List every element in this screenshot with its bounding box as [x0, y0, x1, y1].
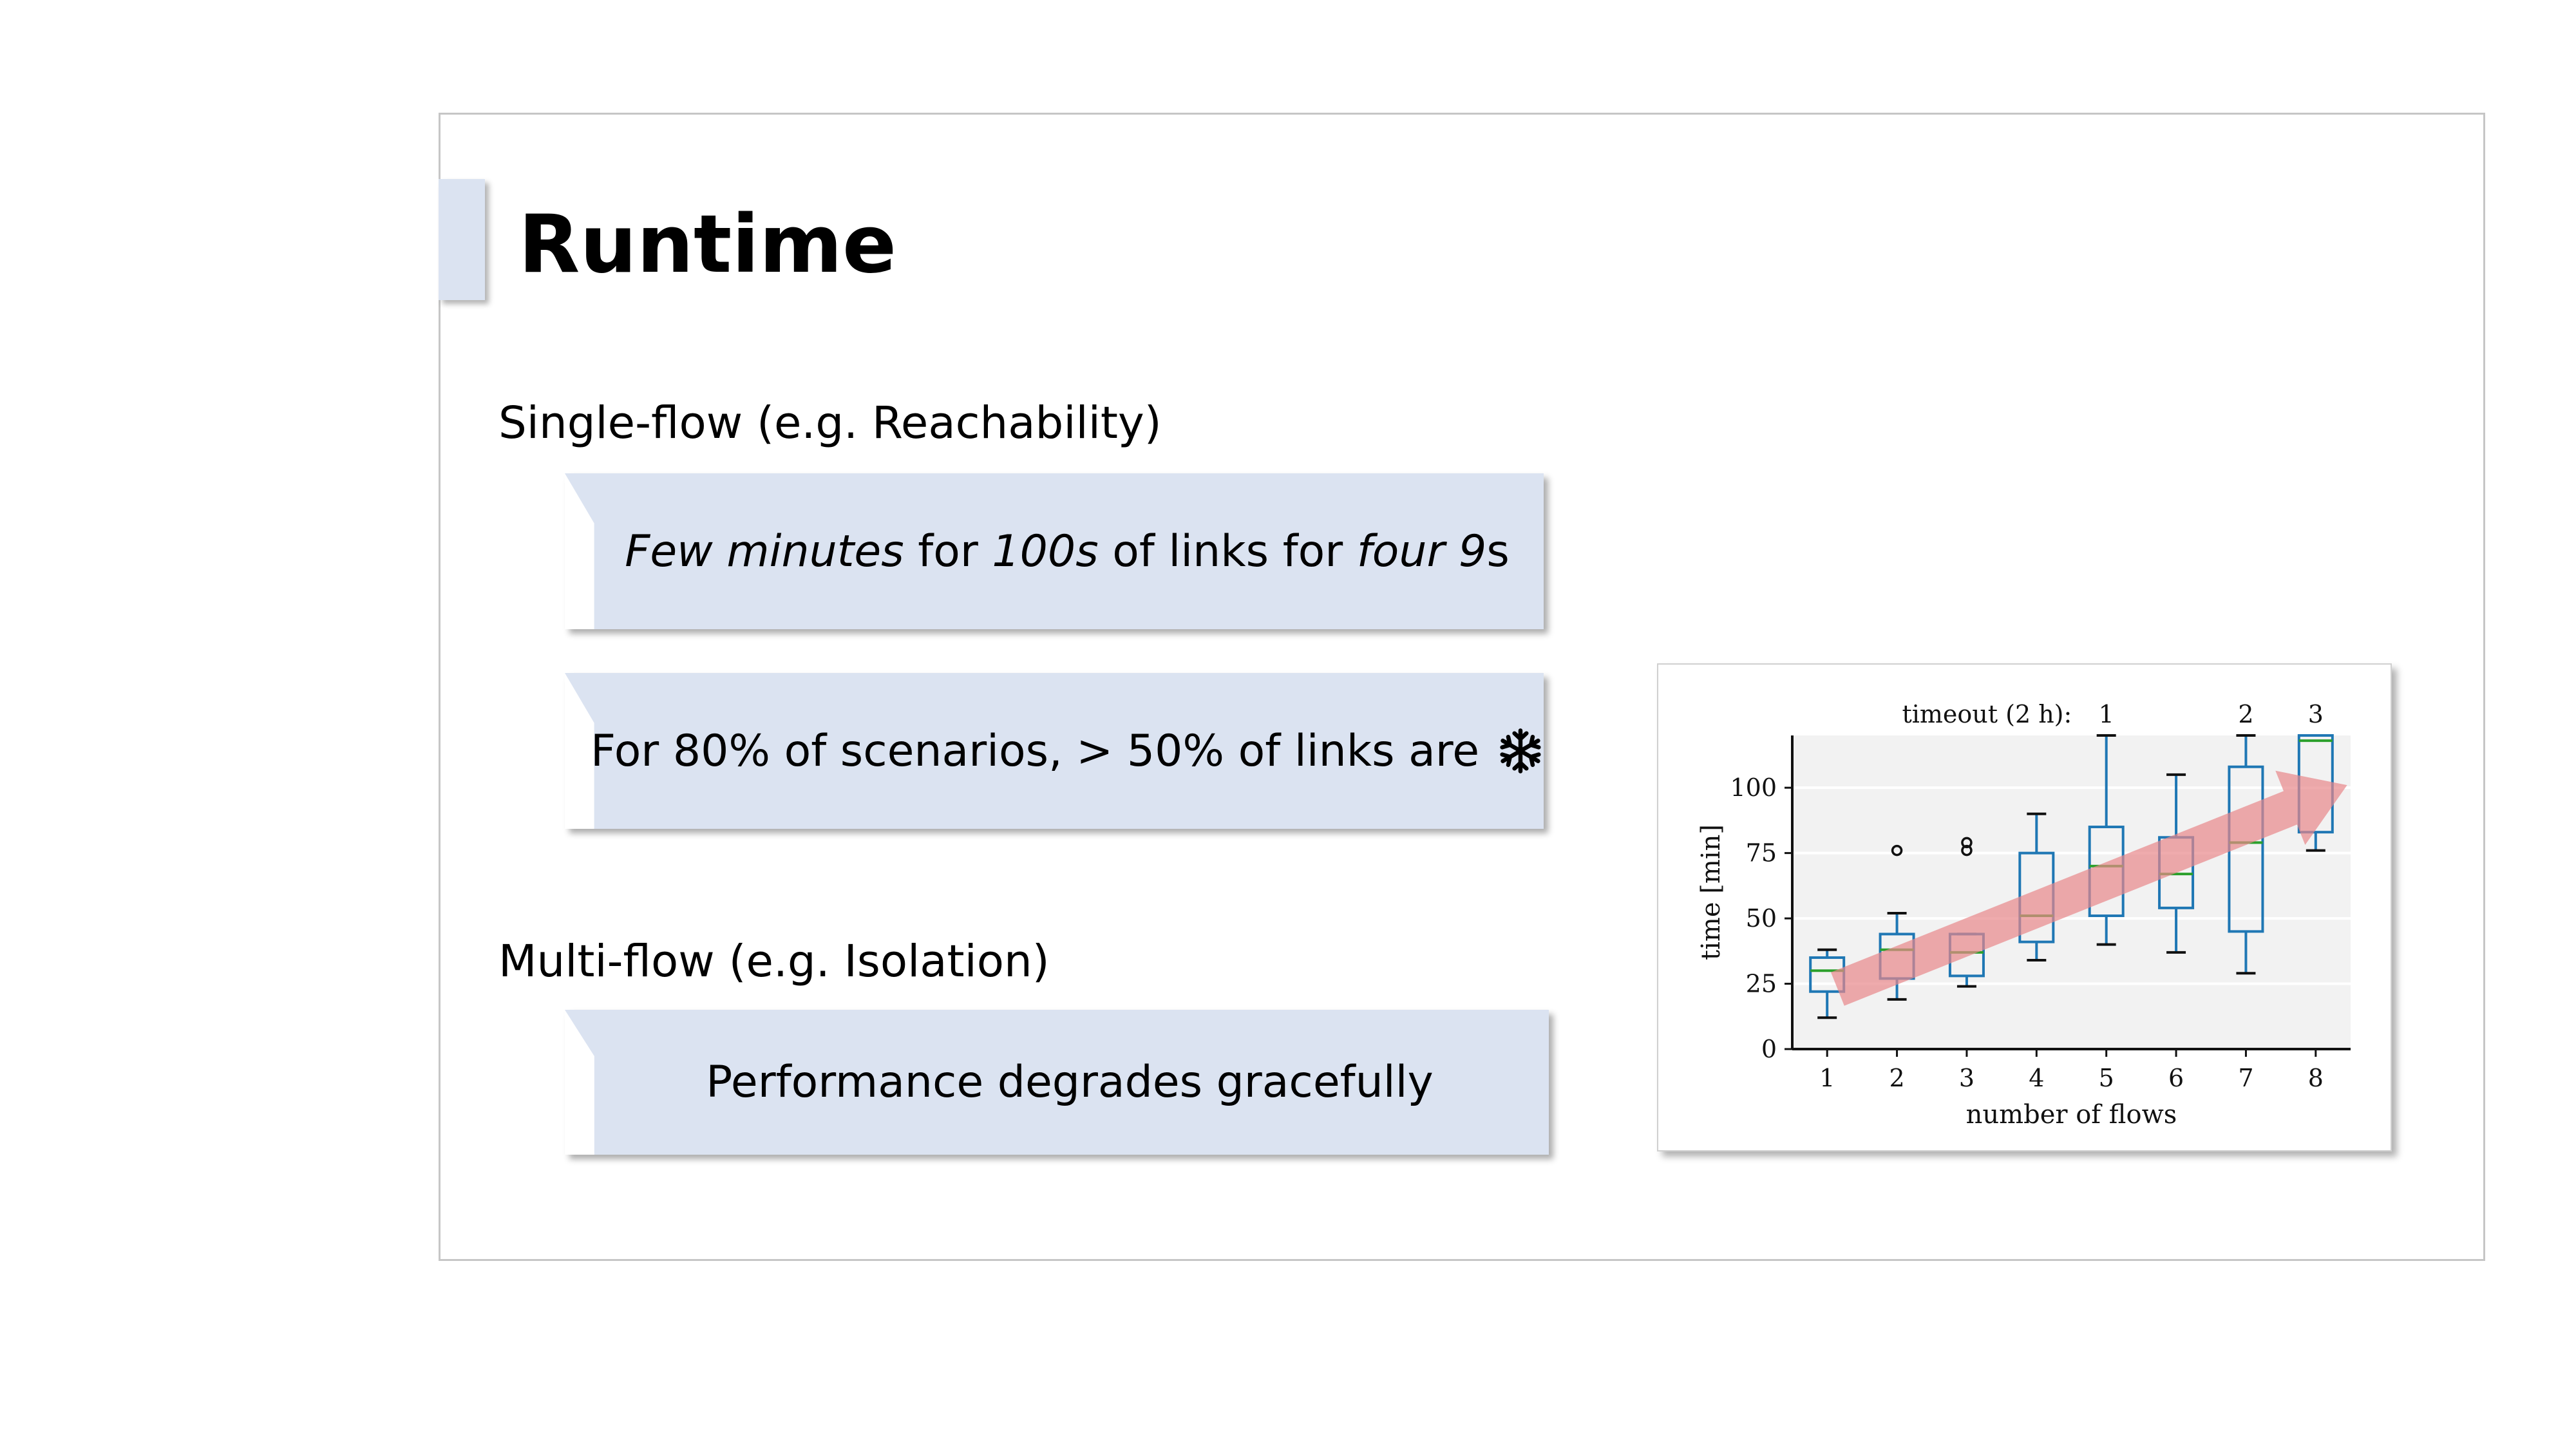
callout-part: 100s — [992, 526, 1099, 577]
y-tick-label: 75 — [1745, 838, 1777, 867]
callout-performance — [565, 1010, 1549, 1155]
y-tick-label: 50 — [1745, 904, 1777, 933]
callout-part: of links for — [1098, 526, 1357, 577]
x-tick-label: 5 — [2098, 1064, 2114, 1092]
section-heading-single-flow: Single-flow (e.g. Reachability) — [498, 397, 1162, 449]
callout-few-minutes — [565, 473, 1544, 629]
timeout-count: 1 — [2098, 700, 2114, 728]
callout-text — [565, 673, 1544, 829]
y-tick-label: 25 — [1745, 969, 1777, 998]
callout-text — [565, 1010, 1549, 1155]
page-title: Runtime — [518, 198, 897, 291]
timeout-count: 2 — [2238, 700, 2254, 728]
callout-part: s — [1486, 526, 1510, 577]
x-tick-label: 2 — [1889, 1064, 1905, 1092]
section-heading-multi-flow: Multi-flow (e.g. Isolation) — [498, 936, 1050, 987]
x-tick-label: 1 — [1819, 1064, 1835, 1092]
x-tick-label: 3 — [1958, 1064, 1975, 1092]
callout-part: for — [904, 526, 992, 577]
runtime-chart — [1657, 663, 2392, 1151]
callout-label: For 80% of scenarios, > 50% of links are — [591, 725, 1480, 777]
callout-part: four 9 — [1356, 526, 1487, 577]
y-axis-label: time [min] — [1696, 824, 1726, 960]
x-tick-label: 7 — [2238, 1064, 2254, 1092]
title-accent-bar — [439, 179, 485, 300]
callout-frozen-links — [565, 673, 1544, 829]
y-tick-label: 0 — [1761, 1035, 1777, 1063]
runtime-boxplot — [1658, 665, 2393, 1153]
timeout-label: timeout (2 h): — [1902, 700, 2072, 728]
timeout-count: 3 — [2307, 700, 2324, 728]
callout-part: Few minutes — [625, 526, 904, 577]
callout-label: Performance degrades gracefully — [706, 1057, 1434, 1108]
x-tick-label: 4 — [2029, 1064, 2045, 1092]
x-tick-label: 6 — [2168, 1064, 2184, 1092]
y-tick-label: 100 — [1730, 773, 1777, 802]
callout-text — [565, 473, 1544, 629]
snowflake-icon — [1497, 719, 1544, 783]
x-axis-label: number of flows — [1965, 1100, 2177, 1130]
x-tick-label: 8 — [2307, 1064, 2324, 1092]
